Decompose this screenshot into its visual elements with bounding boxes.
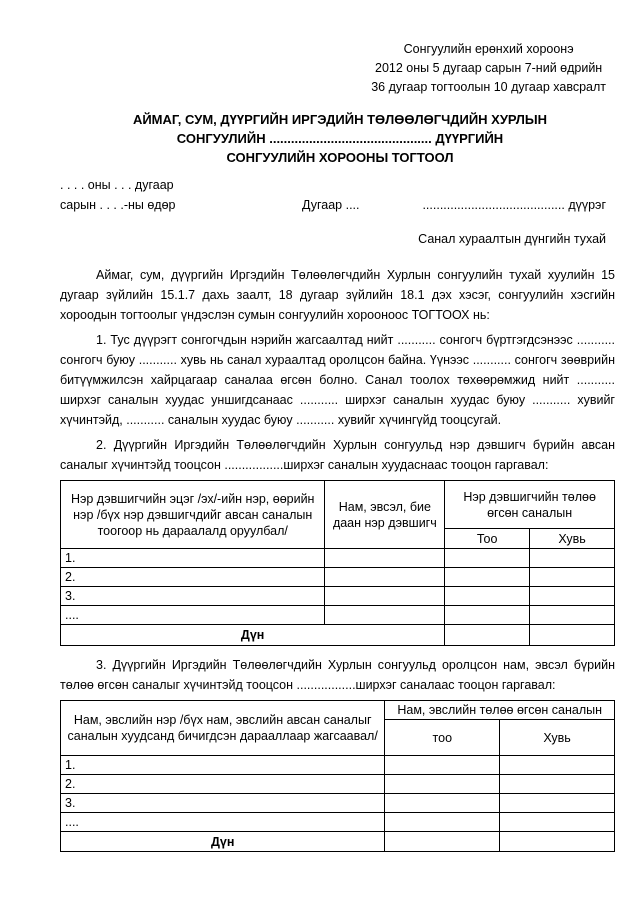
- table-row: [61, 775, 615, 794]
- title-line-3: СОНГУУЛИЙН ХОРООНЫ ТОГТООЛ: [226, 150, 454, 165]
- row-number: 2.: [61, 568, 325, 587]
- item-2-text: 2. Дүүргийн Иргэдийн Төлөөлөгчдийн Хурлын сонгуульд нэр дэвшигч бүрийн авсан саналыг хүчинтэйд тооцсон .................ширхэг саналын хуудаснаас тооцон гаргавал:: [60, 438, 615, 472]
- party-header: Нам, эвсэл, бие даан нэр дэвшигч: [325, 481, 445, 549]
- date-line-2: сарын . . . .-ны өдөр: [60, 198, 176, 212]
- document-title: [60, 110, 620, 167]
- row-number: ....: [61, 813, 385, 832]
- total-row: [61, 832, 615, 852]
- row-number: 1.: [61, 756, 385, 775]
- total-row: [61, 625, 615, 646]
- table-row: [61, 568, 615, 587]
- resolution-subject: Санал хураалтын дүнгийн тухай: [418, 232, 606, 246]
- table-row: [61, 756, 615, 775]
- row-number: 2.: [61, 775, 385, 794]
- party-count-header: тоо: [385, 720, 500, 756]
- item-2-paragraph: [60, 435, 615, 475]
- table-row: [61, 587, 615, 606]
- title-line-1: АЙМАГ, СУМ, ДҮҮРГИЙН ИРГЭДИЙН ТӨЛӨӨЛӨГЧДИЙН ХУРЛЫН: [132, 112, 548, 127]
- annex-header-line-3: 36 дугаар тогтоолын 10 дугаар хавсралт: [371, 80, 606, 94]
- party-votes-header: Нам, эвслийн төлөө өгсөн саналын: [385, 701, 615, 720]
- item-3-text: 3. Дүүргийн Иргэдийн Төлөөлөгчдийн Хурлын сонгуульд оролцсон нам, эвсэл бүрийн төлөө өгсөн саналыг хүчинтэйд тооцсон .................ширхэг саналаас тооцон гаргавал:: [60, 658, 615, 692]
- title-line-2: СОНГУУЛИЙН ............................................. ДҮҮРГИЙН: [176, 131, 504, 146]
- row-number: 1.: [61, 549, 325, 568]
- table-row: [61, 813, 615, 832]
- intro-text: Аймаг, сум, дүүргийн Иргэдийн Төлөөлөгчдийн Хурлын сонгуулийн тухай хуулийн 15 дугаар зүйлийн 15.1.7 дахь заалт, 18 дугаар зүйлийн 18.1 дэх хэсэг, сонгуулийн хэсгийн хороодын тогтоолыг үндэслэн сумын сонгуулийн хорооноос ТОГТООХ нь:: [60, 268, 615, 322]
- row-number: ....: [61, 606, 325, 625]
- row-number: 3.: [61, 587, 325, 606]
- candidate-count-header: Тоо: [445, 529, 530, 549]
- candidate-votes-header: Нэр дэвшигчийн төлөө өгсөн саналын: [445, 481, 615, 529]
- date-line-1: . . . . оны . . . дугаар: [60, 178, 174, 192]
- annex-header-line-1: Сонгуулийн ерөнхий хороонэ: [403, 42, 574, 56]
- item-3-paragraph: [60, 655, 615, 695]
- table-row: [61, 549, 615, 568]
- total-label: Дүн: [61, 832, 385, 852]
- candidate-percent-header: Хувь: [530, 529, 615, 549]
- party-name-header: Нам, эвслийн нэр /бүх нам, эвслийн авсан саналыг саналын хуудсанд бичигдсэн дарааллаар жагсаавал/: [61, 701, 385, 756]
- table-row: [61, 794, 615, 813]
- party-percent-header: Хувь: [500, 720, 615, 756]
- resolution-number: Дугаар ....: [302, 198, 360, 212]
- district-place: ......................................... дүүрэг: [422, 198, 606, 212]
- candidate-name-header: Нэр дэвшигчийн эцэг /эх/-ийн нэр, өөрийн нэр /бүх нэр дэвшигчдийг авсан саналын тоогоор нь дараалалд оруулбал/: [61, 481, 325, 549]
- item-1-text: 1. Тус дүүрэгт сонгогчдын нэрийн жагсаалтад нийт ........... сонгогч бүртгэгдсэнээс ........... сонгогч буюу ........... хувь нь санал хураалтад оролцсон байна. Үүнээс ........... сонгогч зөөврийн битүүмжилсэн хайрцагаар саналаа өгсөн болно. Санал тоолох төхөөрөмжид нийт ........... ширхэг саналын хуудас уншигдсанаас ........... ширхэг саналын хуудас буюу ........... хувийг хүчинтэйд, ........... саналын хуудас буюу ........... хувийг хүчингүйд тооцсугай.: [60, 333, 615, 427]
- annex-header: [371, 40, 606, 97]
- intro-paragraph: [60, 265, 615, 325]
- table-row: [61, 606, 615, 625]
- candidate-results-table: [60, 480, 615, 646]
- row-number: 3.: [61, 794, 385, 813]
- item-1-paragraph: [60, 330, 615, 430]
- total-label: Дүн: [61, 625, 445, 646]
- annex-header-line-2: 2012 оны 5 дугаар сарын 7-ний өдрийн: [375, 61, 603, 75]
- party-results-table: [60, 700, 615, 852]
